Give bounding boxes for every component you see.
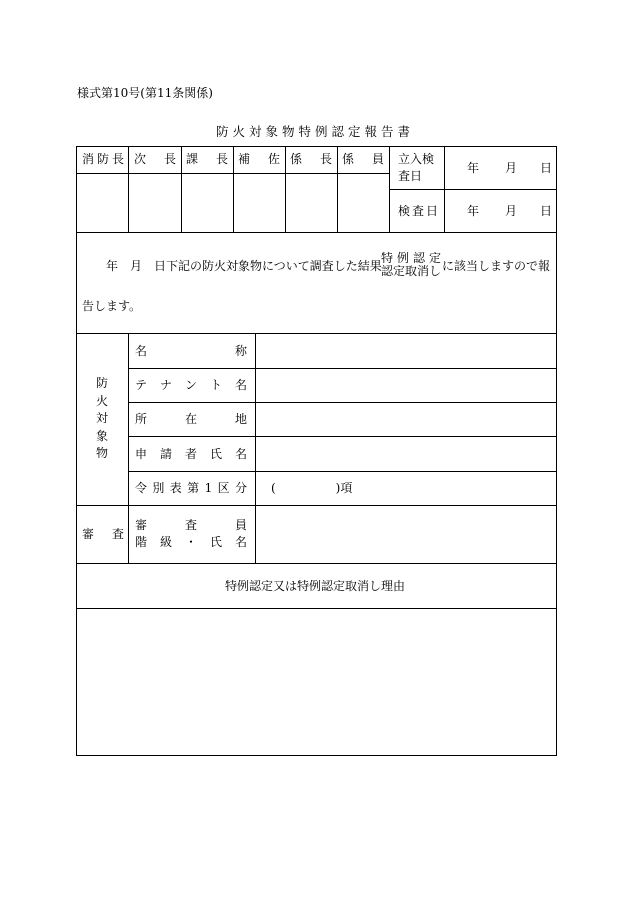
label-char: 所 <box>135 412 148 426</box>
label-char: 定 <box>428 251 441 265</box>
review-section-label <box>82 528 124 540</box>
inspection-year: 年 <box>467 204 480 218</box>
label-char: 令 <box>135 481 148 495</box>
label-char: 員 <box>234 518 247 532</box>
rule-v7 <box>444 146 445 232</box>
label-location <box>135 413 247 425</box>
label-char: 在 <box>184 412 197 426</box>
cell-staff <box>342 153 384 165</box>
label-char: 区 <box>217 481 230 495</box>
inspection-date-month: 月 <box>505 161 518 175</box>
label-char: 長 <box>319 152 332 166</box>
target-section-label <box>92 377 112 459</box>
label-char: 第 <box>187 481 200 495</box>
cell-subsection-chief <box>290 153 332 165</box>
inspection-date-year: 年 <box>467 161 480 175</box>
label-char: 補 <box>238 152 251 166</box>
inspection-day: 日 <box>540 204 553 218</box>
label-char: 審 <box>135 518 148 532</box>
form-number: 様式第10号(第11条関係) <box>77 86 213 100</box>
label-char: 長 <box>163 152 176 166</box>
label-char: 請 <box>159 447 172 461</box>
label-char: 象 <box>95 428 108 443</box>
label-char: 係 <box>342 152 355 166</box>
statement-text-line2: 告します。 <box>82 299 142 313</box>
label-char: 級 <box>159 535 172 549</box>
label-char: 名 <box>234 535 247 549</box>
label-char: 審 <box>82 527 95 541</box>
label-char: 1 <box>204 481 213 495</box>
cell-section-chief <box>186 153 228 165</box>
label-char: 査 <box>184 518 197 532</box>
statement-options <box>381 252 441 279</box>
label-char: 名 <box>234 447 247 461</box>
label-char: 例 <box>396 251 409 265</box>
label-reviewer <box>135 519 247 531</box>
label-char: 消 <box>82 152 95 166</box>
reason-heading: 特例認定又は特例認定取消し理由 <box>224 579 405 593</box>
label-char: 階 <box>135 535 148 549</box>
label-char: 名 <box>234 378 247 392</box>
rule-date-split <box>389 189 557 190</box>
label-char: 者 <box>184 447 197 461</box>
rule-v2 <box>181 146 182 232</box>
label-char: 長 <box>215 152 228 166</box>
cell-fire-chief <box>82 153 124 165</box>
value-ordinance-category: ( )項 <box>271 481 353 495</box>
label-applicant-name <box>135 448 247 460</box>
label-char: 査 <box>111 527 124 541</box>
label-char: 次 <box>134 152 147 166</box>
label-char: 認 <box>412 251 425 265</box>
rule-v5 <box>337 146 338 232</box>
label-char: ト <box>209 378 222 392</box>
label-char: 防 <box>96 152 109 166</box>
label-char: 称 <box>234 344 247 358</box>
inspection-date-day: 日 <box>540 161 553 175</box>
label-char: 対 <box>95 411 108 425</box>
label-char: 火 <box>95 393 108 408</box>
label-char: 防 <box>95 376 108 390</box>
label-char: 表 <box>169 481 182 495</box>
rule-target-4 <box>128 471 557 472</box>
label-char: ン <box>184 378 197 392</box>
label-char: 分 <box>234 481 247 495</box>
label-char: 長 <box>111 152 124 166</box>
rule-review-bottom <box>76 563 557 564</box>
label-rank-name <box>135 536 247 548</box>
rule-reason-heading <box>76 608 557 609</box>
rule-approval-bottom <box>76 232 557 233</box>
inspection-date-label-1: 立入検 <box>398 152 435 166</box>
label-char: 課 <box>186 152 199 166</box>
label-char: 検 <box>398 204 411 218</box>
statement-text-after: に該当しますので報 <box>442 259 551 273</box>
rule-v1 <box>128 146 129 232</box>
label-char: 氏 <box>209 447 222 461</box>
label-char: 特 <box>381 251 394 265</box>
label-name <box>135 345 247 357</box>
label-char: ・ <box>184 535 197 549</box>
document-title: 防火対象物特例認定報告書 <box>215 124 414 139</box>
label-char: ナ <box>159 378 172 392</box>
label-char: 物 <box>95 446 108 460</box>
label-char: 別 <box>152 481 165 495</box>
label-char: テ <box>135 378 148 392</box>
rule-v4 <box>285 146 286 232</box>
label-char: 氏 <box>209 535 222 549</box>
statement-text-before: 年 月 日下記の防火対象物について調査した結果 <box>106 259 382 273</box>
inspection-month: 月 <box>505 204 518 218</box>
label-char: 名 <box>135 344 148 358</box>
inspection-date-label-2: 査日 <box>398 169 423 183</box>
label-ordinance-category <box>135 482 247 494</box>
label-char: 申 <box>135 447 148 461</box>
rule-statement-bottom <box>76 333 557 334</box>
label-char: 査 <box>411 204 424 218</box>
rule-target-bottom <box>76 505 557 506</box>
rule-v3 <box>233 146 234 232</box>
cell-deputy-chief <box>134 153 176 165</box>
cell-assistant <box>238 153 280 165</box>
label-tenant-name <box>135 379 247 391</box>
rule-label-col <box>128 333 129 563</box>
rule-target-2 <box>128 402 557 403</box>
option-certification-revocation: 認定取消し <box>381 264 442 278</box>
rule-target-3 <box>128 436 557 437</box>
rule-value-col <box>255 333 256 563</box>
label-char: 日 <box>425 204 438 218</box>
rule-target-1 <box>128 368 557 369</box>
label-char: 係 <box>290 152 303 166</box>
inspection-label <box>398 205 438 217</box>
label-char: 員 <box>371 152 384 166</box>
rule-v6 <box>389 146 390 232</box>
label-char: 地 <box>234 412 247 426</box>
label-char: 佐 <box>267 152 280 166</box>
